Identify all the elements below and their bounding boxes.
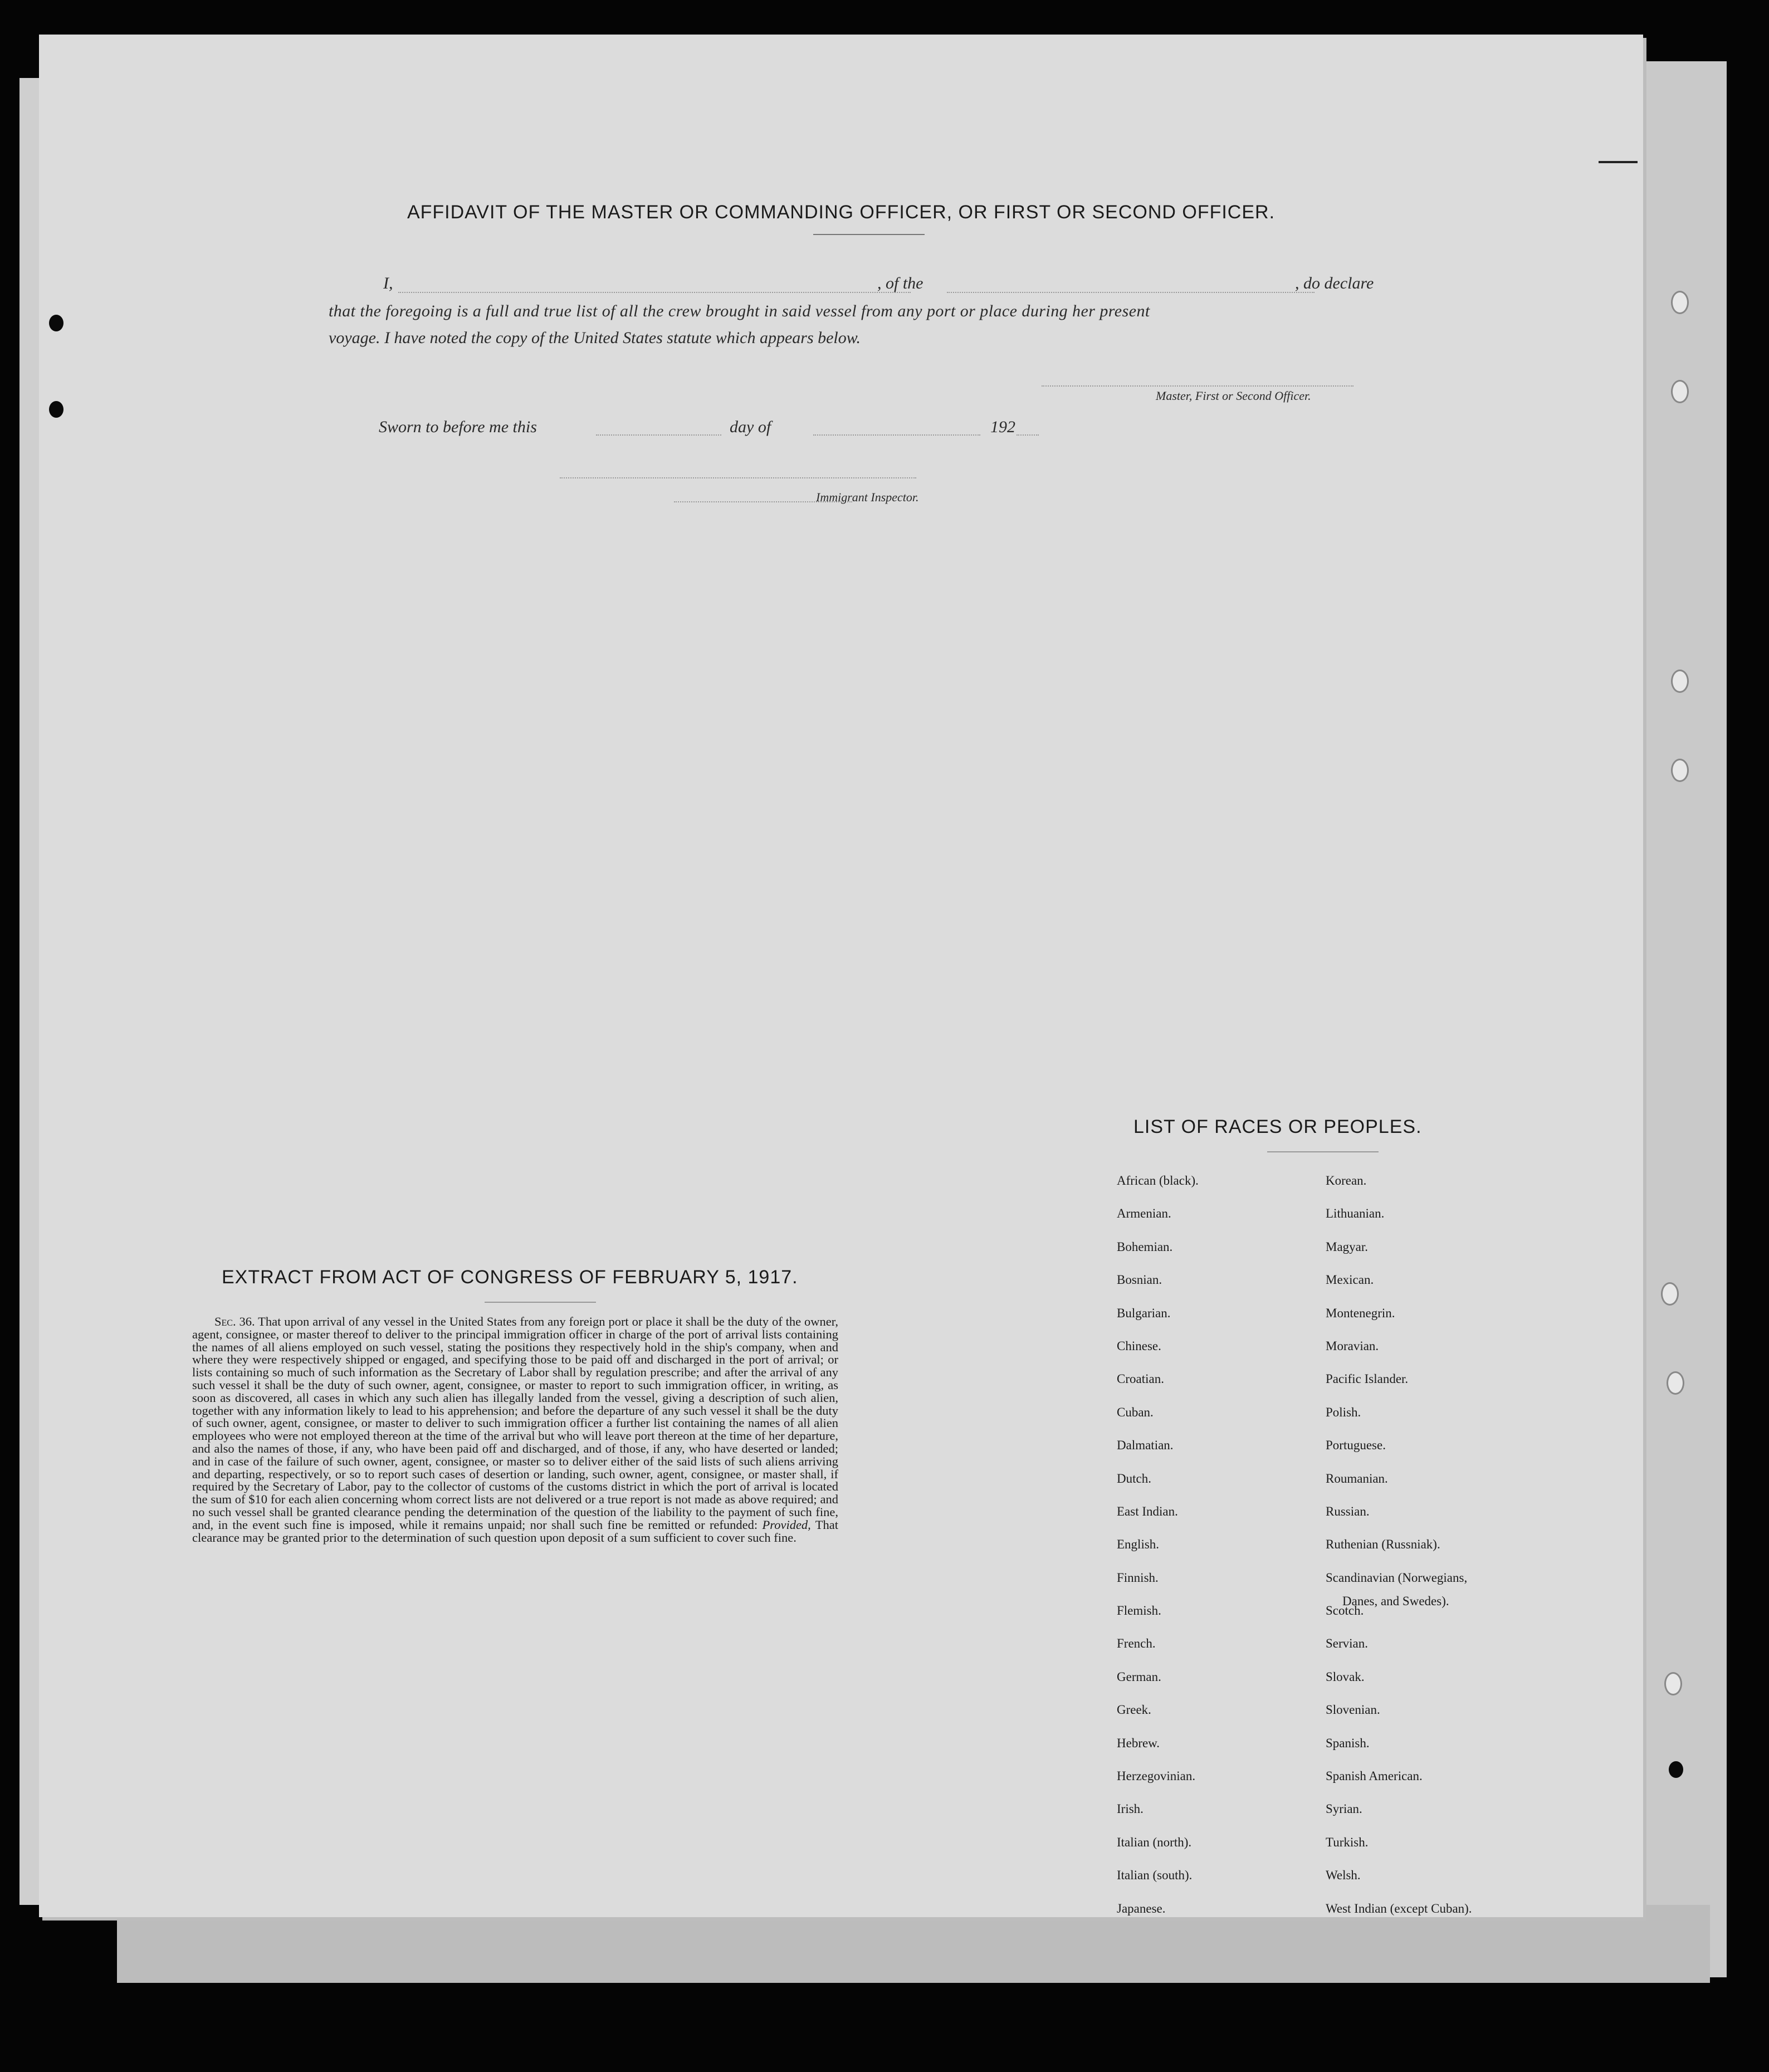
race-item: Cuban. [1117,1405,1154,1419]
races-title-rule [1267,1151,1379,1152]
race-item: Scotch. [1326,1604,1364,1618]
affidavit-line-3: voyage. I have noted the copy of the United States statute which appears below. [329,329,861,347]
race-item: Portuguese. [1326,1438,1386,1453]
vessel-field[interactable] [947,292,1314,293]
binder-hole [1667,1371,1684,1395]
affidavit-i-label: I, [383,274,393,292]
left-edge-hole [49,315,63,331]
race-item: Slovenian. [1326,1703,1380,1717]
master-signature-field[interactable] [1042,385,1353,387]
race-item: Spanish American. [1326,1769,1423,1783]
race-item: Greek. [1117,1703,1151,1717]
race-item: Irish. [1117,1802,1144,1816]
race-item: English. [1117,1537,1160,1552]
race-item: Italian (north). [1117,1835,1192,1849]
race-item: Dalmatian. [1117,1438,1174,1453]
name-field[interactable] [398,292,911,293]
sworn-label: Sworn to before me this [379,418,537,436]
sworn-month-field[interactable] [813,434,980,436]
inspector-field-upper[interactable] [560,477,916,478]
race-item: Bulgarian. [1117,1306,1171,1320]
form-page [39,35,1643,1917]
binder-hole-punched [1669,1761,1683,1778]
race-item: West Indian (except Cuban). [1326,1901,1472,1915]
day-of-label: day of [730,418,771,436]
race-item: Servian. [1326,1636,1369,1651]
binder-hole [1664,1672,1682,1695]
race-item: Ruthenian (Russniak). [1326,1537,1440,1552]
master-caption: Master, First or Second Officer. [1156,389,1311,403]
race-item: East Indian. [1117,1504,1178,1518]
race-item: Syrian. [1326,1802,1362,1816]
race-item: Pacific Islander. [1326,1372,1409,1386]
race-item: Roumanian. [1326,1471,1388,1485]
race-item: French. [1117,1636,1156,1651]
affidavit-title: AFFIDAVIT OF THE MASTER OR COMMANDING OFFICER, OR FIRST OR SECOND OFFICER. [407,202,1276,223]
statute-text: That upon arrival of any vessel in the United States from any foreign port or place it shall be the duty of the owner, agent, consignee, or master thereof to deliver to the principal immigration officer in charge of the port of arrival lists containing the names of all aliens employed on such vessel, stating the positions they respectively hold in the ship's company, when and where they were respectively shipped or engaged, and specifying those to be paid off and discharged in the port of arrival; or lists containing so much of such information as the Secretary of Labor shall by regulation prescribe; and after the arrival of any such vessel it shall be the duty of such owner, agent, consignee, or master to report to such immigration officer, in writing, as soon as discovered, all cases in which any such alien has illegally landed from the vessel, giving a description of such alien, together with any information likely to lead to his apprehension; and before the departure of any such vessel it shall be the duty of such owner, agent, consignee, or master to deliver to such immigration officer a further list containing the names of all alien employees who were not employed thereon at the time of the arrival but who will leave port thereon at the time of her departure, and also the names of those, if any, who have been paid off and discharged, and of those, if any, who have deserted or landed; and in case of the failure of such owner, agent, consignee, or master so to deliver either of the said lists of such aliens arriving and departing, respectively, or so to report such cases of desertion or landing, such owner, agent, consignee, or master shall, if required by the Secretary of Labor, pay to the collector of customs of the customs district in which the port of arrival is located the sum of $10 for each alien concerning whom correct lists are not delivered or a true report is not made as above required; and no such vessel shall be granted clearance pending the determination of the question of the liability to the payment of such fine, and, in the event such fine is imposed, while it remains unpaid; nor shall such fine be remitted or refunded: [192,1314,838,1532]
race-item: Russian. [1326,1504,1370,1518]
affidavit-line-2: that the foregoing is a full and true list of all the crew brought in said vessel from any port or place during her present [329,302,1150,320]
extract-title-rule [485,1302,596,1303]
race-item: Korean. [1326,1174,1367,1188]
left-edge-hole [49,401,63,418]
statute-text-end: That clearance may be granted prior to the determination of such question upon deposit of a sum sufficient to cover such fine. [192,1517,839,1545]
inspector-caption: Immigrant Inspector. [816,490,919,504]
race-item: Herzegovinian. [1117,1769,1196,1783]
race-item: Magyar. [1326,1239,1369,1254]
races-right-column [1326,1174,1571,1934]
races-title: LIST OF RACES OR PEOPLES. [1133,1116,1422,1137]
binder-hole [1661,1282,1679,1306]
binder-hole [1671,380,1689,403]
race-item: Spanish. [1326,1736,1370,1750]
provided-label: Provided, [762,1517,811,1532]
statute-text-block [192,1316,838,1544]
race-item: Polish. [1326,1405,1361,1419]
sworn-day-field[interactable] [596,434,721,436]
races-left-column [1117,1174,1362,1934]
extract-title: EXTRACT FROM ACT OF CONGRESS OF FEBRUARY 5, 1917. [222,1267,798,1288]
race-item: Chinese. [1117,1338,1161,1353]
sec-label: Sec. 36. [214,1314,255,1328]
page-edge-mark [1599,161,1638,163]
year-label: 192 [990,418,1015,436]
binder-hole [1671,759,1689,782]
race-item: Bosnian. [1117,1273,1162,1287]
race-item: German. [1117,1669,1161,1684]
race-item: Lithuanian. [1326,1206,1385,1221]
race-item: Slovak. [1326,1669,1365,1684]
sworn-year-field[interactable] [1017,434,1039,436]
race-item: Turkish. [1326,1835,1369,1849]
race-item: Finnish. [1117,1570,1159,1585]
race-item: Armenian. [1117,1206,1171,1221]
binder-hole [1671,291,1689,314]
race-item: Bohemian. [1117,1239,1173,1254]
race-item: Hebrew. [1117,1736,1160,1750]
race-item: Croatian. [1117,1372,1164,1386]
race-item: Welsh. [1326,1868,1361,1883]
title-rule [813,234,925,235]
race-item: Mexican. [1326,1273,1374,1287]
race-item-continuation: Danes, and Swedes). [1342,1594,1449,1608]
race-item: Moravian. [1326,1338,1379,1353]
race-item: Japanese. [1117,1901,1166,1915]
race-item: Italian (south). [1117,1868,1193,1883]
race-item: Montenegrin. [1326,1306,1395,1320]
binder-hole [1671,670,1689,693]
race-item: Dutch. [1117,1471,1151,1485]
race-item: Scandinavian (Norwegians, [1326,1570,1468,1585]
race-item: African (black). [1117,1174,1199,1188]
race-item: Flemish. [1117,1604,1161,1618]
affidavit-of-the-label: , of the [877,274,923,292]
affidavit-do-declare-label: , do declare [1295,274,1374,292]
